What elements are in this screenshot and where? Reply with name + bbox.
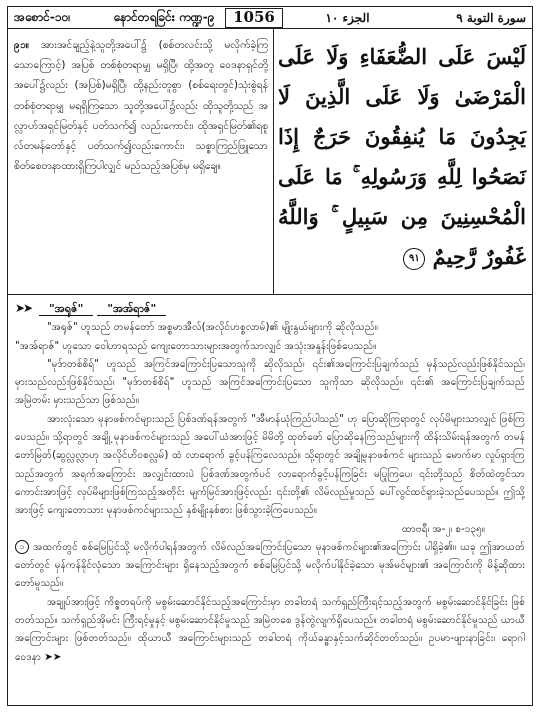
commentary-paragraph-6-text: အချုပ်အားဖြင့် ကိစ္စတရပ်ကို မစွမ်းဆောင်နိုင်သည့်အကြောင်းမှာ တခါတရံ သက်ရှည်ကြီးရင့်သည့်အတွက် မစွမ်းဆောင်နိုင်ခြင်း ဖြစ်တတ်သည်။ သက်ရှည်အိုမင်း ကြီးရင့်မှုနှင့် မစွမ်းဆောင်နိုင်မှုသည် အမြဲတစေ ဒွန်တွဲလျက်ရှိပေသည်။ တခါတရံ မစွမ်းဆောင်နိုင်မှုသည် ယာယီအကြောင်းများ ဖြစ်တတ်သည်။ ထိုယာယီ အကြောင်းများသည် တခါတရံ ကိုယ်ခန္ဓာနှင့်သက်ဆိုင်တတ်သည်။ ဥပမာ-ဖျားနာခြင်း၊ ရောဂါဝေဒနာ [15,596,525,663]
chapter-label: နောင်တရခြင်း ကဏ္ဍ-၉ [113,9,215,24]
commentary-section [8,295,532,667]
commentary-paragraph-1: "အရုဇ်" ဟူသည် တမန်တော် အစ္စမာအီလ်(အလိုင်ဟစ္စလာမ်)၏ မျိုးနွယ်များကို ဆိုလိုသည်။ [47,322,378,334]
translation-block [8,29,273,294]
page-number: 1056 [225,8,283,28]
surah-label: سورة التوبة ٩ [456,10,526,25]
continue-arrow-icon: ➤➤ [44,651,62,663]
translation-ayah-number: ၉၁။ [14,39,29,51]
commentary-paragraph-3: "မုဒ်ာတစ်စိရ်" ဟူသည် အကြင်အကြောင်းပြသောသူကို ဆိုလိုသည်၊ ၎င်း၏အကြောင်းပြချက်သည် မှန်သည်လည်းဖြစ်နိုင်သည်၊ မှားသည်လည်းဖြစ်နိုင်သည်၊ "မုဒ်ာတစ်စိရ်" ဟူသည် အကြင်အကြောင်းပြသော သူကိုသာ ဆိုလိုသည်။ ၎င်း၏ အကြောင်းပြချက်သည် အမြဲတမ်း မှားသည်သာ ဖြစ်သည်။ [15,358,525,407]
page-header [8,7,532,29]
commentary-paragraph-5 [15,539,525,594]
commentary-paragraph-6 [15,594,525,667]
commentary-paragraph-2: "အအ်ရာဇ်" ဟူသော ဝေါဟာရသည် ကျေးတောသားများအတွက်သာလျှင် အသုံးအနှုန်းဖြစ်ပေသည်။ [15,340,377,352]
commentary-heading [15,299,525,318]
ayah-number-marker: ٩١ [403,248,425,270]
volume-label: အစောင်-၁၀၊ [14,9,71,24]
footnote-number: ၁ [15,540,29,554]
arabic-verse-text: لَيْسَ عَلَى الضُّعَفَاءِ وَلَا عَلَى الْمَرْضَىٰ وَلَا عَلَى الَّذِينَ لَا يَجِدُونَ مَا يُنفِقُونَ حَرَجٌ إِذَا نَصَحُوا لِلَّهِ وَرَسُولِهِ ۚ مَا عَلَى الْمُحْسِنِينَ مِن سَبِيلٍ ۚ وَاللَّهُ غَفُورٌ رَّحِيمٌ [278,44,526,269]
verse-section [8,29,532,295]
reference-citation: ထာဗရီ၊ အ-၂၊ စ-၁၃၅။ [401,523,485,535]
arabic-verse-block [273,29,532,294]
heading-term-1: "အရုဇ်" [39,302,93,316]
heading-term-2: "အအ်ရာဇ်" [97,302,166,316]
commentary-paragraph-4: အားလုံးသော မုနာဖစ်ကင်များသည် ပြစ်ဒဏ်ရန်အတွက် "အီမာန်ယုံကြည်ပါသည်" ဟု ပြောဆိုကြရာတွင် လုပ်မိများသာလျှင် ဖြစ်ကြပေသည်။ သို့ရာတွင် အချို့ မုနာဖစ်ကင်များသည် အပေါ်ယံအားဖြင့် မိမိတို့ ထုတ်ဖော် ပြောဆိုနေကြသည်များကို ထိန်းသိမ်းရန်အတွက် တမန်တော်မြတ်(ဆွလ္လလ္လာဟု အလိုင်ဟိဝစလ္လမ်) ထံ လာရောက် ခွင့်ပန်ကြလေသည်။ သို့ရာတွင် အချို့မုနာဖစ်ကင် များသည် မောက်မာ လှုပ်ရှားကြသည်အတွက် အရက်အကြောင်း အလျှင်းထားပဲ ပြစ်ဒဏ်အတွက်ပင် လာရောက်ခွင့်ပန်ကြခြင်း မပြုကြပေ၊ ၎င်းတို့သည် စိတ်ထဲတွင်သာကောင်းအားဖြင့် လုပ်မိများဖြစ်ကြသည့်အတိုင်း မျက်မြင်အားဖြင့်လည်း ၎င်းတို့၏ လိမ်လည်မှုသည် ပေါ်လွင်ထင်ရှားခဲ့သည်ပေသည်။ ဤသို့အားဖြင့် ကျေးတောသား မုနာဖစ်ကင်များသည် နှစ်မျိုးနှစ်စား ဖြစ်သွားခဲ့ကြပေသည်။ [15,413,525,517]
page [7,6,533,706]
commentary-paragraph-5-text: အထက်တွင် စစ်မြေပြင်သို့ မလိုက်ပါရန်အတွက် လိမ်လည်အကြောင်းပြသော မုနာဖစ်ကင်များ၏အကြောင်း ပါရှိခဲ့၏။ ယခု ဤအာယတ်တော်တွင် မှန်ကန်နိုင်လုံသော အကြောင်းများ ရှိနေသည့်အတွက် စစ်မြေပြင်သို့ မလိုက်ပါနိုင်ခဲ့သော မုအ်မင်များ၏ အကြောင်းကို မိန့်ဆိုထားတော်မူသည်။ [15,541,525,590]
translation-text: အားအင်ချည့်နဲ့သူတို့အပေါ်၌ (စစ်တလင်းသို့ မလိုက်ခဲ့ကြသောကြောင့်) အပြစ် တစ်စုံတရာမျှ မရှိပြီ၊ ထို့အတူ ဝေဒနာရှင်တို့အပေါ်၌လည်း (အပြစ်)မရှိပြီ၊ ထို့နည်းတူစွာ (စစ်ရေးတွင်)သုံးစွဲရန် တစ်စုံတရာမျှ မရရှိကြသော သူတို့အပေါ်၌လည်း ထိုသူတို့သည် အလ္လာဟ်အရှင်မြတ်နှင့် ပတ်သက်၍ လည်းကောင်း၊ ထိုအရှင်မြတ်၏ရစူလ်တမန်တော်နှင့် ပတ်သက်၍လည်းကောင်း၊ သစ္စာကြည်ဖြူသော စိတ်စေတနာထားရှိကြပါလျှင် မည်သည့်အပြစ်မှ မရှိချေ။ [14,39,269,173]
arrow-icon: ➤➤ [15,301,32,315]
juz-label: الجزء ١٠ [325,10,370,25]
